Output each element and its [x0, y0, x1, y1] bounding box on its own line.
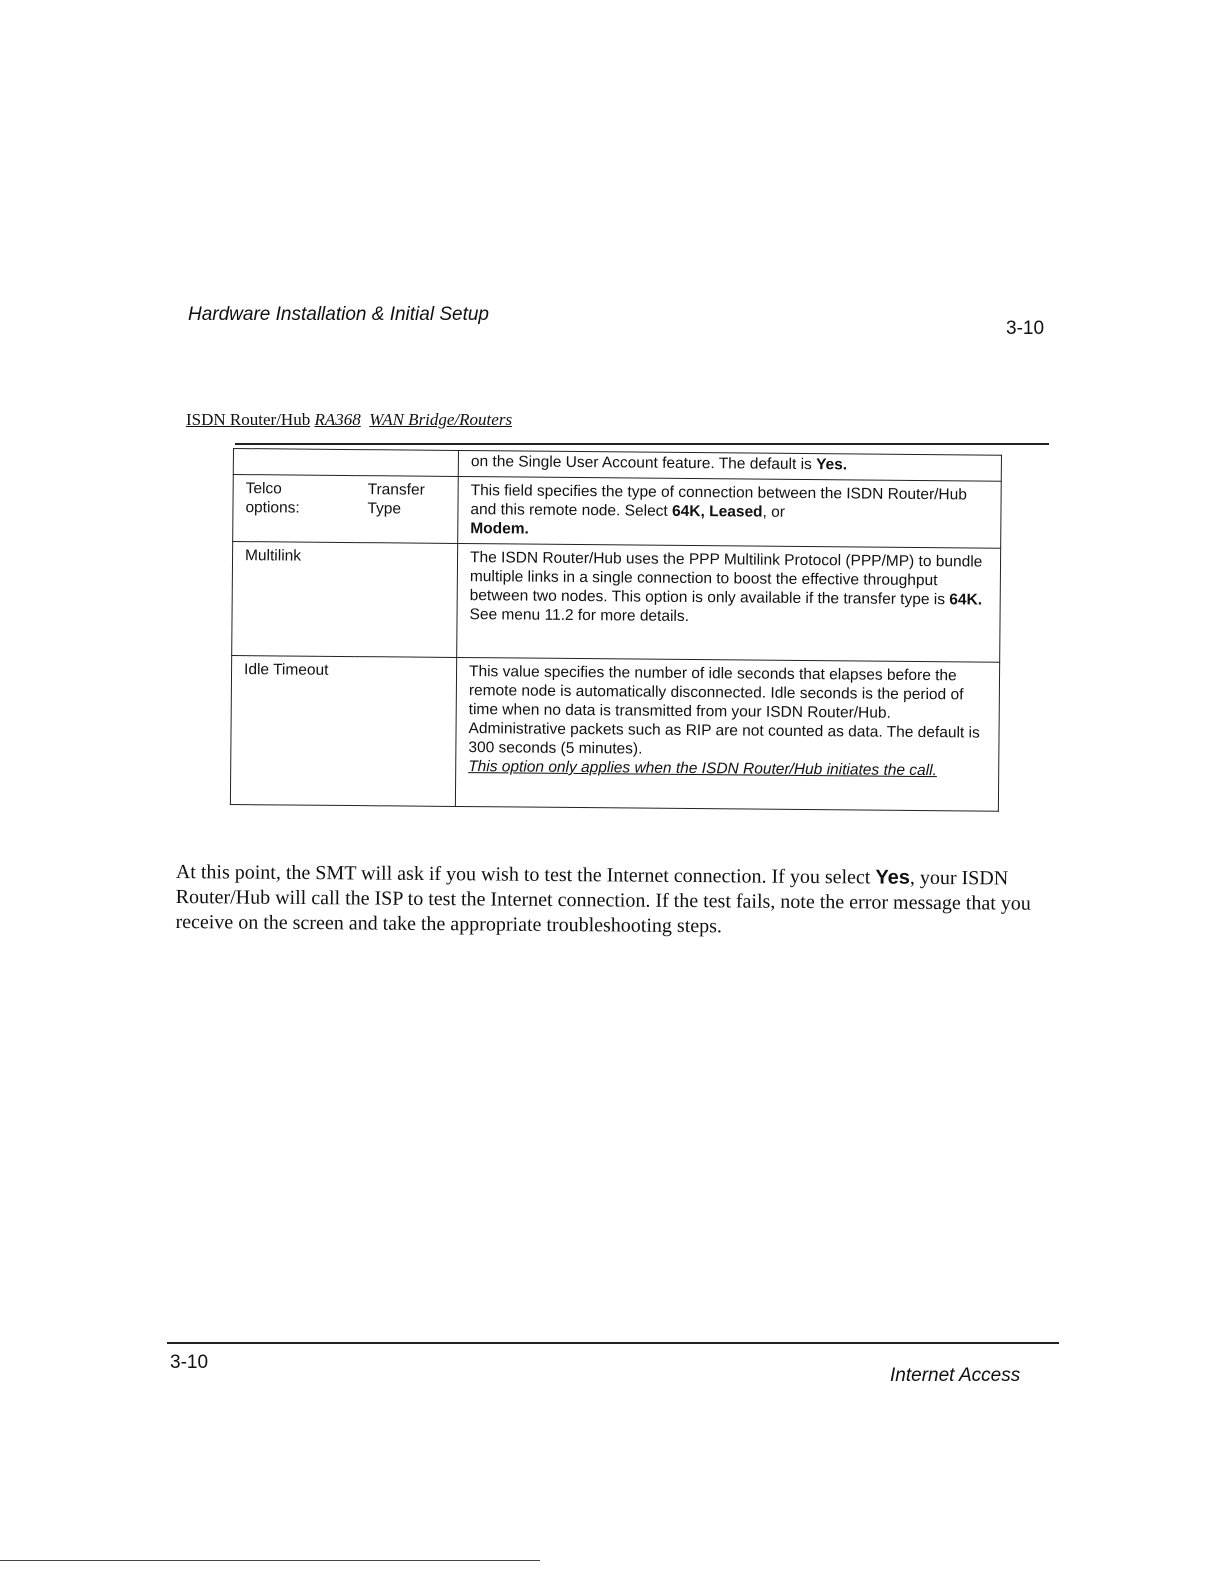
description-text: This field specifies the type of connection between the ISDN Router/Hub and this remote node. Select — [470, 482, 967, 520]
subheader-model: RA368 — [314, 410, 361, 429]
subheader-product: ISDN Router/Hub — [186, 410, 311, 429]
paragraph-text: At this point, the SMT will ask if you wish to test the Internet connection. If you select — [175, 860, 876, 889]
separator: , or — [762, 503, 786, 521]
usage-note: This option only applies when the ISDN Router/Hub initiates the call. — [468, 758, 937, 780]
description-text: on the Single User Account feature. The default is — [470, 453, 817, 474]
table-row — [230, 655, 999, 811]
table-cell-description — [457, 543, 1001, 662]
table-cell-label — [232, 542, 355, 657]
table-cell-empty — [353, 657, 457, 807]
table-cell-empty — [354, 543, 457, 658]
description-text: This value specifies the number of idle seconds that elapses before the remote node is automatically disconnected. Idle seconds is the period of time when no data is transmitted from your ISDN Router/Hub. Administrative packets such as RIP are not counted as data. The default is 300 seconds (5 minutes). — [468, 663, 980, 758]
separator: , — [700, 503, 710, 521]
running-header-title: Hardware Installation & Initial Setup — [188, 304, 489, 325]
running-header-page-number: 3-10 — [1006, 318, 1045, 339]
table-cell-description — [455, 657, 999, 811]
table-row — [233, 475, 1002, 549]
table-cell-description — [458, 476, 1002, 548]
subheader-rule — [235, 443, 1049, 445]
table-cell-empty — [356, 450, 459, 477]
table-cell-sublabel — [355, 476, 458, 544]
document-subheader — [186, 410, 512, 430]
footer-page-number: 3-10 — [170, 1352, 209, 1373]
paragraph-text: , your ISDN Router/Hub will call the ISP to test the Internet connection. If the test fails, note the error message that you receive on the screen and take the appropriate troubleshooting steps. — [175, 866, 1031, 938]
field-sublabel: Transfer — [367, 481, 425, 499]
body-paragraph — [175, 860, 1042, 942]
parameter-table — [230, 448, 1002, 812]
table-cell-empty — [233, 449, 356, 476]
description-text: See menu 11.2 for more details. — [469, 606, 690, 625]
table-row — [232, 542, 1001, 663]
field-label: Telco — [245, 480, 282, 498]
footer-chapter-title: Internet Access — [890, 1365, 1021, 1386]
paragraph-emphasis: Yes — [875, 866, 910, 889]
scan-edge-line — [0, 1560, 540, 1561]
subheader-line: WAN Bridge/Routers — [369, 410, 513, 429]
table-cell-label — [230, 655, 354, 805]
default-value: Yes. — [816, 456, 848, 474]
option-value: Leased — [709, 503, 763, 521]
field-label: Idle Timeout — [243, 661, 329, 679]
option-value: 64K. — [949, 591, 983, 609]
table-cell-label — [233, 475, 356, 543]
field-sublabel: Type — [367, 500, 402, 518]
field-label: options: — [245, 499, 300, 517]
description-text: The ISDN Router/Hub uses the PPP Multilink Protocol (PPP/MP) to bundle multiple links in a single connection to boost the effective throughput between two nodes. This option is only available if the transfer type is — [469, 549, 983, 609]
option-value: 64K — [672, 502, 701, 521]
footer-rule — [167, 1342, 1059, 1344]
field-label: Multilink — [244, 547, 302, 565]
option-value: Modem. — [470, 520, 529, 538]
